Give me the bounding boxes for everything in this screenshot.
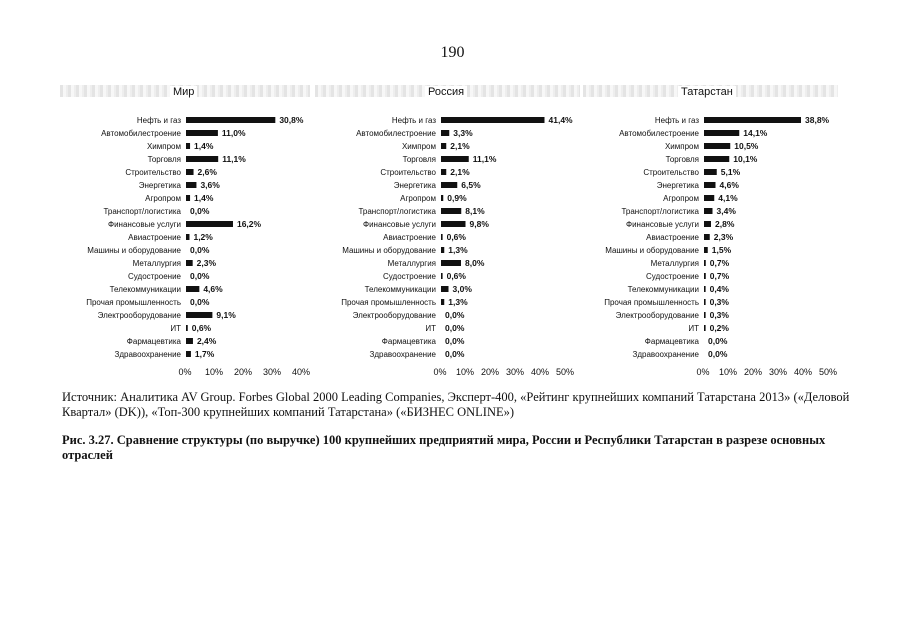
x-tick-label: 10% (455, 367, 475, 377)
value-label: 1,3% (448, 297, 468, 308)
category-label: Здравоохранение (369, 350, 436, 359)
category-label: Телекоммуникации (109, 285, 181, 294)
bar (441, 156, 469, 162)
bar (441, 273, 443, 279)
chart-title-russia: Россия (425, 86, 467, 98)
x-tick-label: 0% (178, 367, 192, 377)
value-label: 11,0% (221, 128, 246, 139)
category-label: Нефть и газ (654, 116, 699, 125)
x-tick-label: 50% (818, 367, 838, 377)
bar (441, 234, 443, 240)
category-label: Энергетика (138, 181, 181, 190)
value-label: 0,3% (709, 297, 729, 308)
value-label: 2,1% (450, 167, 470, 178)
bar (704, 156, 729, 162)
category-label: Здравоохранение (114, 350, 181, 359)
value-label: 0,0% (445, 323, 465, 334)
category-label: Торговля (402, 155, 436, 164)
bar (441, 195, 443, 201)
bar (704, 325, 706, 331)
category-label: Нефть и газ (136, 116, 181, 125)
value-label: 3,0% (452, 284, 472, 295)
x-tick-label: 30% (768, 367, 788, 377)
category-label: Транспорт/логистика (103, 207, 181, 216)
category-label: Строительство (125, 168, 181, 177)
figure-caption: Рис. 3.27. Сравнение структуры (по выручке) 100 крупнейших предприятий мира, России и Республики Татарстан в разрезе основных отраслей (62, 433, 826, 462)
bar (186, 338, 193, 344)
bar (441, 169, 446, 175)
bar (704, 247, 708, 253)
chart-title-tatarstan: Татарстан (678, 86, 736, 98)
value-label: 2,1% (450, 141, 470, 152)
value-label: 10,1% (733, 154, 758, 165)
bar (704, 299, 706, 305)
value-label: 1,4% (194, 193, 214, 204)
category-label: Авиастроение (383, 233, 436, 242)
x-tick-label: 40% (793, 367, 813, 377)
bar-chart-russia (315, 80, 580, 380)
value-label: 1,5% (711, 245, 732, 256)
value-label: 38,8% (805, 115, 830, 126)
category-label: Здравоохранение (632, 350, 699, 359)
value-label: 6,5% (461, 180, 481, 191)
category-label: Агропром (663, 194, 699, 203)
category-label: Металлургия (387, 259, 436, 268)
value-label: 0,7% (709, 271, 730, 282)
value-label: 10,5% (734, 141, 759, 152)
category-label: Фармацевтика (644, 337, 699, 346)
chart-panel-russia (315, 80, 580, 380)
bar (441, 143, 446, 149)
value-label: 0,0% (445, 349, 465, 360)
bar (441, 117, 545, 123)
bar (441, 182, 457, 188)
value-label: 0,0% (445, 336, 465, 347)
category-label: Автомобилестроение (619, 129, 699, 138)
category-label: Энергетика (393, 181, 436, 190)
category-label: Металлургия (650, 259, 699, 268)
x-tick-label: 10% (718, 367, 738, 377)
chart-title-world: Мир (170, 86, 197, 98)
bar (186, 312, 212, 318)
category-label: Электрооборудование (352, 311, 436, 320)
value-label: 5,1% (720, 167, 741, 178)
bar (441, 208, 461, 214)
category-label: Химпром (146, 142, 181, 151)
category-label: Автомобилестроение (356, 129, 436, 138)
category-label: Телекоммуникации (364, 285, 436, 294)
x-tick-label: 50% (555, 367, 575, 377)
value-label: 1,2% (193, 232, 213, 243)
category-label: Телекоммуникации (627, 285, 699, 294)
bar (186, 130, 218, 136)
value-label: 0,9% (447, 193, 467, 204)
value-label: 0,4% (709, 284, 729, 295)
value-label: 9,1% (216, 310, 236, 321)
category-label: Строительство (380, 168, 436, 177)
bar (441, 299, 444, 305)
bar (186, 117, 275, 123)
category-label: Фармацевтика (126, 337, 181, 346)
source-note: Источник: Аналитика AV Group. Forbes Global 2000 Leading Companies, Эксперт-400, «Рейтинг крупнейших компаний Татарстана 2013» («Деловой Квартал» (DK)), «Топ-300 крупнейших компаний Татарстана» («БИЗНЕС ONLINE») (62, 390, 850, 419)
bar (441, 247, 444, 253)
page-number: 190 (440, 44, 465, 61)
x-tick-label: 30% (505, 367, 525, 377)
x-tick-label: 0% (696, 367, 710, 377)
x-tick-label: 20% (743, 367, 763, 377)
value-label: 11,1% (472, 154, 497, 165)
value-label: 3,6% (200, 180, 220, 191)
value-label: 0,0% (190, 271, 210, 282)
bar (704, 182, 716, 188)
bar (186, 325, 188, 331)
bar-chart-world (60, 80, 310, 380)
value-label: 0,0% (445, 310, 465, 321)
bar (441, 221, 466, 227)
value-label: 0,2% (709, 323, 729, 334)
bar (186, 351, 191, 357)
category-label: Машины и оборудование (87, 246, 181, 255)
value-label: 0,6% (446, 232, 466, 243)
bar (704, 208, 713, 214)
bar (704, 273, 706, 279)
category-label: Финансовые услуги (362, 220, 436, 229)
category-label: Торговля (147, 155, 181, 164)
value-label: 1,3% (448, 245, 468, 256)
bar (186, 143, 190, 149)
value-label: 0,0% (190, 297, 210, 308)
x-tick-label: 20% (480, 367, 500, 377)
x-tick-label: 10% (204, 367, 224, 377)
value-label: 3,4% (716, 206, 736, 217)
bar (704, 130, 739, 136)
category-label: Торговля (665, 155, 699, 164)
chart-header-band (315, 80, 580, 102)
value-label: 4,1% (718, 193, 738, 204)
bar (441, 286, 449, 292)
value-label: 1,4% (194, 141, 214, 152)
bar (186, 221, 233, 227)
value-label: 0,3% (709, 310, 729, 321)
x-tick-label: 40% (291, 367, 311, 377)
value-label: 41,4% (548, 115, 573, 126)
value-label: 3,3% (453, 128, 473, 139)
value-label: 2,8% (715, 219, 735, 230)
category-label: Транспорт/логистика (621, 207, 699, 216)
category-label: Прочая промышленность (341, 298, 436, 307)
bar (186, 234, 189, 240)
category-label: Прочая промышленность (86, 298, 181, 307)
category-label: Химпром (664, 142, 699, 151)
x-tick-label: 40% (530, 367, 550, 377)
bar (704, 143, 730, 149)
category-label: Авиастроение (128, 233, 181, 242)
category-label: Прочая промышленность (604, 298, 699, 307)
category-label: Химпром (401, 142, 436, 151)
value-label: 0,0% (708, 336, 728, 347)
bar (186, 182, 196, 188)
value-label: 4,6% (719, 180, 739, 191)
bar (186, 260, 193, 266)
value-label: 0,0% (190, 245, 210, 256)
bar (186, 195, 190, 201)
value-label: 8,1% (465, 206, 485, 217)
category-label: Судостроение (128, 272, 181, 281)
bar (704, 260, 706, 266)
category-label: Автомобилестроение (101, 129, 181, 138)
category-label: Агропром (145, 194, 181, 203)
value-label: 2,4% (196, 336, 217, 347)
value-label: 30,8% (279, 115, 304, 126)
x-tick-label: 30% (262, 367, 282, 377)
bar-chart-tatarstan (583, 80, 838, 380)
bar (441, 260, 461, 266)
value-label: 4,6% (203, 284, 223, 295)
value-label: 2,3% (713, 232, 734, 243)
chart-header-band (60, 80, 310, 102)
bar (186, 169, 194, 175)
bar (704, 221, 711, 227)
category-label: Фармацевтика (381, 337, 436, 346)
value-label: 0,6% (191, 323, 212, 334)
bar (704, 234, 710, 240)
category-label: Нефть и газ (391, 116, 436, 125)
category-label: ИТ (170, 324, 181, 333)
category-label: Строительство (643, 168, 699, 177)
bar (186, 156, 218, 162)
category-label: Транспорт/логистика (358, 207, 436, 216)
value-label: 16,2% (236, 219, 262, 230)
bar (186, 286, 199, 292)
category-label: Агропром (400, 194, 436, 203)
category-label: Финансовые услуги (625, 220, 699, 229)
bar (441, 130, 449, 136)
chart-panel-tatarstan (583, 80, 838, 380)
bar (704, 169, 717, 175)
category-label: Электрооборудование (615, 311, 699, 320)
value-label: 14,1% (743, 128, 768, 139)
value-label: 2,3% (196, 258, 217, 269)
bar (704, 195, 714, 201)
category-label: Электрооборудование (97, 311, 181, 320)
value-label: 1,7% (194, 349, 215, 360)
category-label: Судостроение (646, 272, 699, 281)
bar (704, 286, 706, 292)
bar (704, 312, 706, 318)
value-label: 0,0% (190, 206, 210, 217)
value-label: 0,0% (708, 349, 728, 360)
x-tick-label: 20% (233, 367, 253, 377)
category-label: Машины и оборудование (342, 246, 436, 255)
chart-panel-world (60, 80, 310, 380)
value-label: 8,0% (465, 258, 485, 269)
chart-header-band (583, 80, 838, 102)
category-label: Энергетика (656, 181, 699, 190)
category-label: ИТ (425, 324, 436, 333)
category-label: Авиастроение (646, 233, 699, 242)
value-label: 0,6% (446, 271, 466, 282)
value-label: 0,7% (709, 258, 730, 269)
category-label: ИТ (688, 324, 699, 333)
x-tick-label: 0% (433, 367, 447, 377)
value-label: 9,8% (469, 219, 489, 230)
category-label: Машины и оборудование (605, 246, 699, 255)
value-label: 2,6% (197, 167, 217, 178)
category-label: Металлургия (132, 259, 181, 268)
value-label: 11,1% (222, 154, 246, 165)
bar (704, 117, 801, 123)
category-label: Финансовые услуги (107, 220, 181, 229)
category-label: Судостроение (383, 272, 436, 281)
